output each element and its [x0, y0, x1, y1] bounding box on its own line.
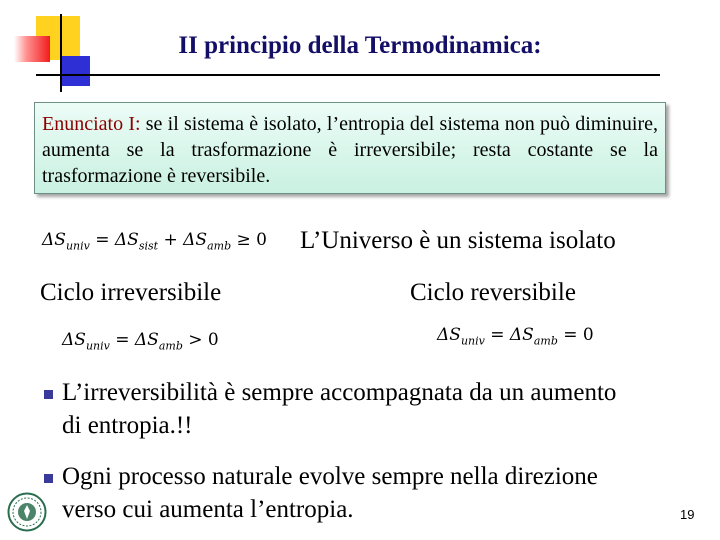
bullet-marker [44, 390, 53, 399]
paragraph-irreversibility [62, 376, 616, 442]
paragraph-natural-process [62, 460, 598, 526]
statement-box [34, 102, 666, 194]
paragraph-line: Ogni processo naturale evolve sempre nella direzione [62, 463, 598, 490]
formula-entropy-universe: $\Delta S_{univ} = \Delta S_{sist} + \Delta S_{amb} \ge 0$ [42, 230, 267, 253]
formula-reversible: $\Delta S_{univ} = \Delta S_{amb} = 0$ [437, 325, 594, 348]
statement-label: Enunciato I: [42, 113, 141, 135]
slide-title: II principio della Termodinamica: [178, 32, 542, 59]
university-seal-icon [7, 492, 47, 532]
formula-irreversible: $\Delta S_{univ} = \Delta S_{amb} > 0$ [62, 330, 219, 353]
universe-statement: L’Universo è un sistema isolato [300, 227, 616, 254]
paragraph-line: verso cui aumenta l’entropia. [62, 496, 354, 523]
paragraph-line: di entropia.!! [62, 412, 193, 439]
page-number: 19 [680, 507, 695, 522]
statement-text: se il sistema è isolato, l’entropia del sistema non può diminuire, aumenta se la trasformazione è irreversibile; resta costante se la trasformazione è reversibile. [42, 113, 658, 187]
paragraph-line: L’irreversibilità è sempre accompagnata da un aumento [62, 379, 617, 406]
title-underline [36, 74, 660, 76]
decor-blue-square [60, 56, 90, 86]
irreversible-cycle-heading: Ciclo irreversibile [40, 279, 222, 306]
bullet-marker [44, 474, 53, 483]
reversible-cycle-heading: Ciclo reversibile [410, 279, 576, 306]
